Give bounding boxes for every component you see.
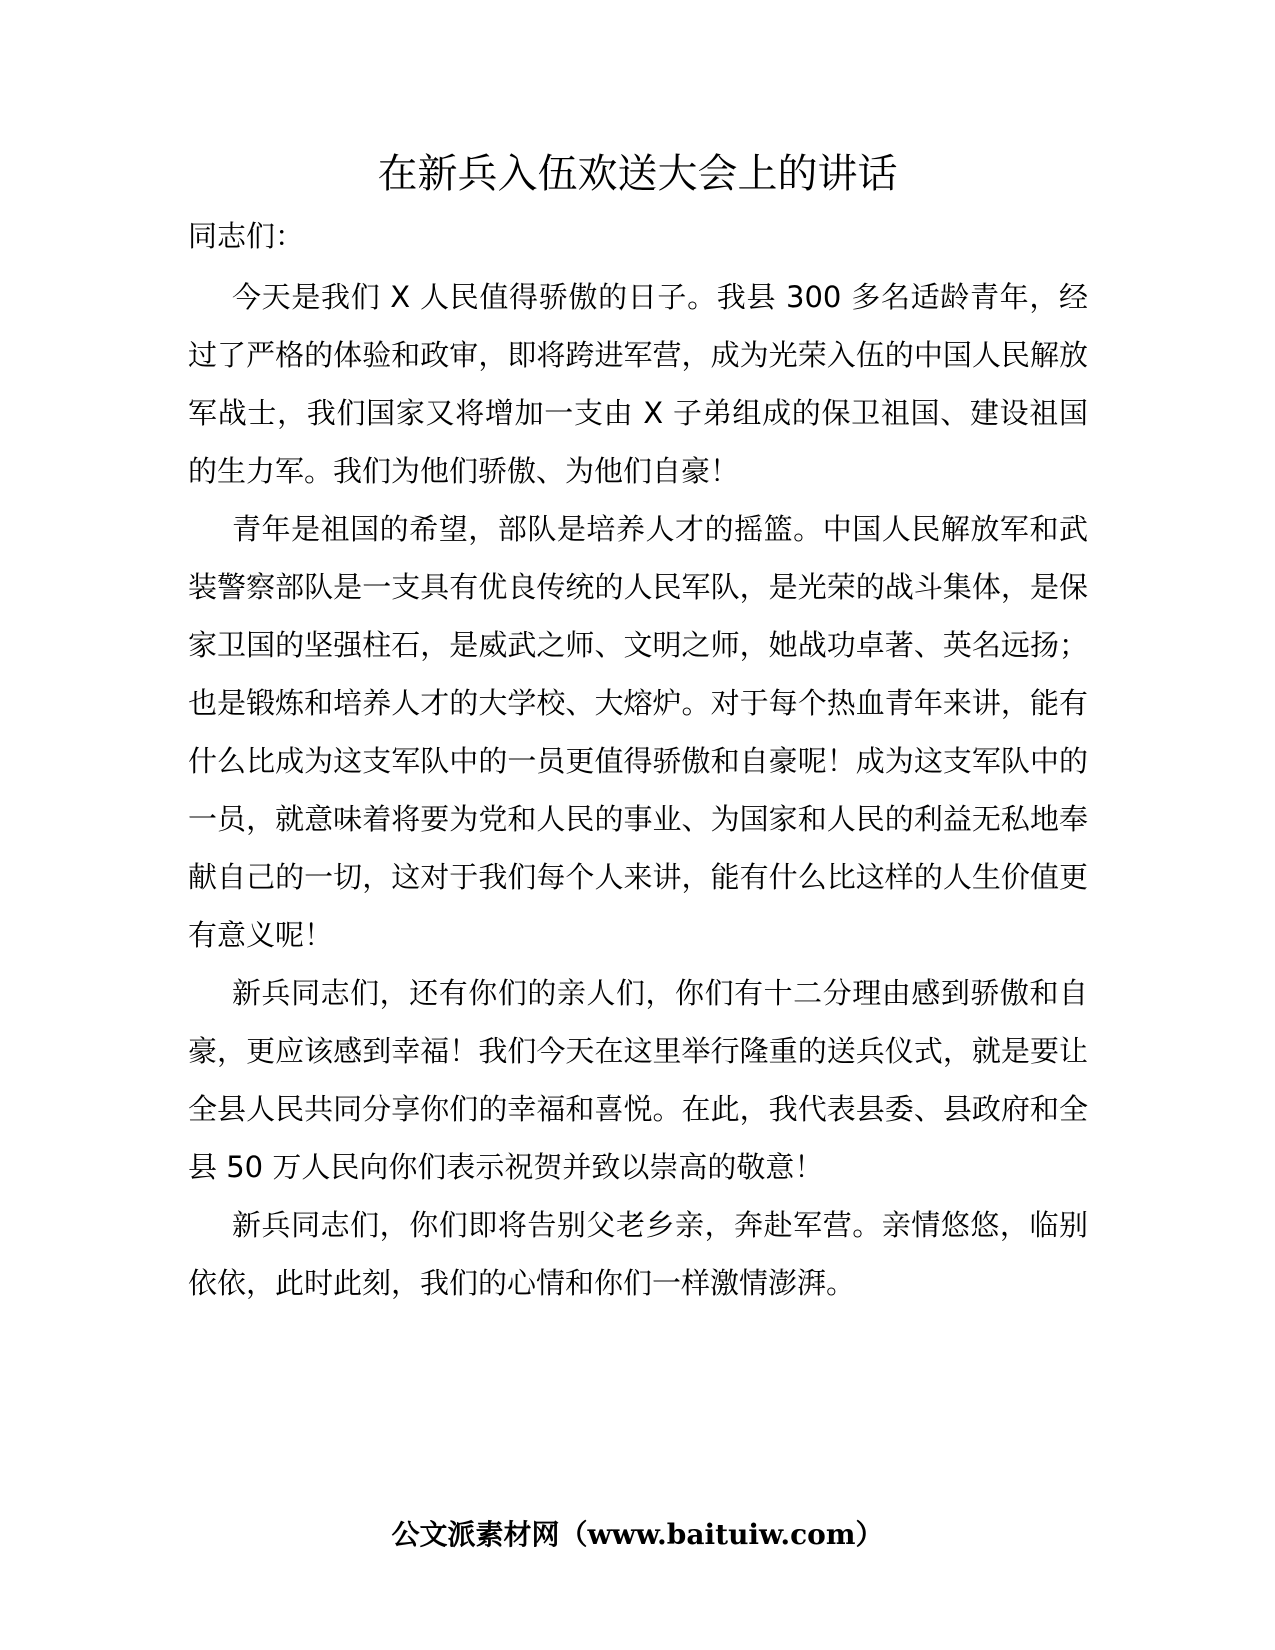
paragraph: 青年是祖国的希望，部队是培养人才的摇篮。中国人民解放军和武装警察部队是一支具有优良传统的人民军队，是光荣的战斗集体，是保家卫国的坚强柱石，是威武之师、文明之师，她战功卓著、英名远扬；也是锻炼和培养人才的大学校、大熔炉。对于每个热血青年来讲，能有什么比成为这支军队中的一员更值得骄傲和自豪呢！成为这支军队中的一员，就意味着将要为党和人民的事业、为国家和人民的利益无私地奉献自己的一切，这对于我们每个人来讲，能有什么比这样的人生价值更有意义呢！ <box>188 512 1088 952</box>
document-body <box>188 268 1088 1312</box>
paragraph: 今天是我们 X 人民值得骄傲的日子。我县 300 多名适龄青年，经过了严格的体验和政审，即将跨进军营，成为光荣入伍的中国人民解放军战士，我们国家又将增加一支由 X 子弟组成的保卫祖国、建设祖国的生力军。我们为他们骄傲、为他们自豪！ <box>188 280 1088 488</box>
footer-watermark: 公文派素材网（www.baituiw.com） <box>391 1518 884 1551</box>
salutation: 同志们： <box>188 219 305 253</box>
paragraph: 新兵同志们，你们即将告别父老乡亲，奔赴军营。亲情悠悠，临别依依，此时此刻，我们的心情和你们一样激情澎湃。 <box>188 1208 1088 1300</box>
paragraph: 新兵同志们，还有你们的亲人们，你们有十二分理由感到骄傲和自豪，更应该感到幸福！我们今天在这里举行隆重的送兵仪式，就是要让全县人民共同分享你们的幸福和喜悦。在此，我代表县委、县政府和全县 50 万人民向你们表示祝贺并致以崇高的敬意！ <box>188 976 1088 1184</box>
document-title: 在新兵入伍欢送大会上的讲话 <box>377 151 898 197</box>
